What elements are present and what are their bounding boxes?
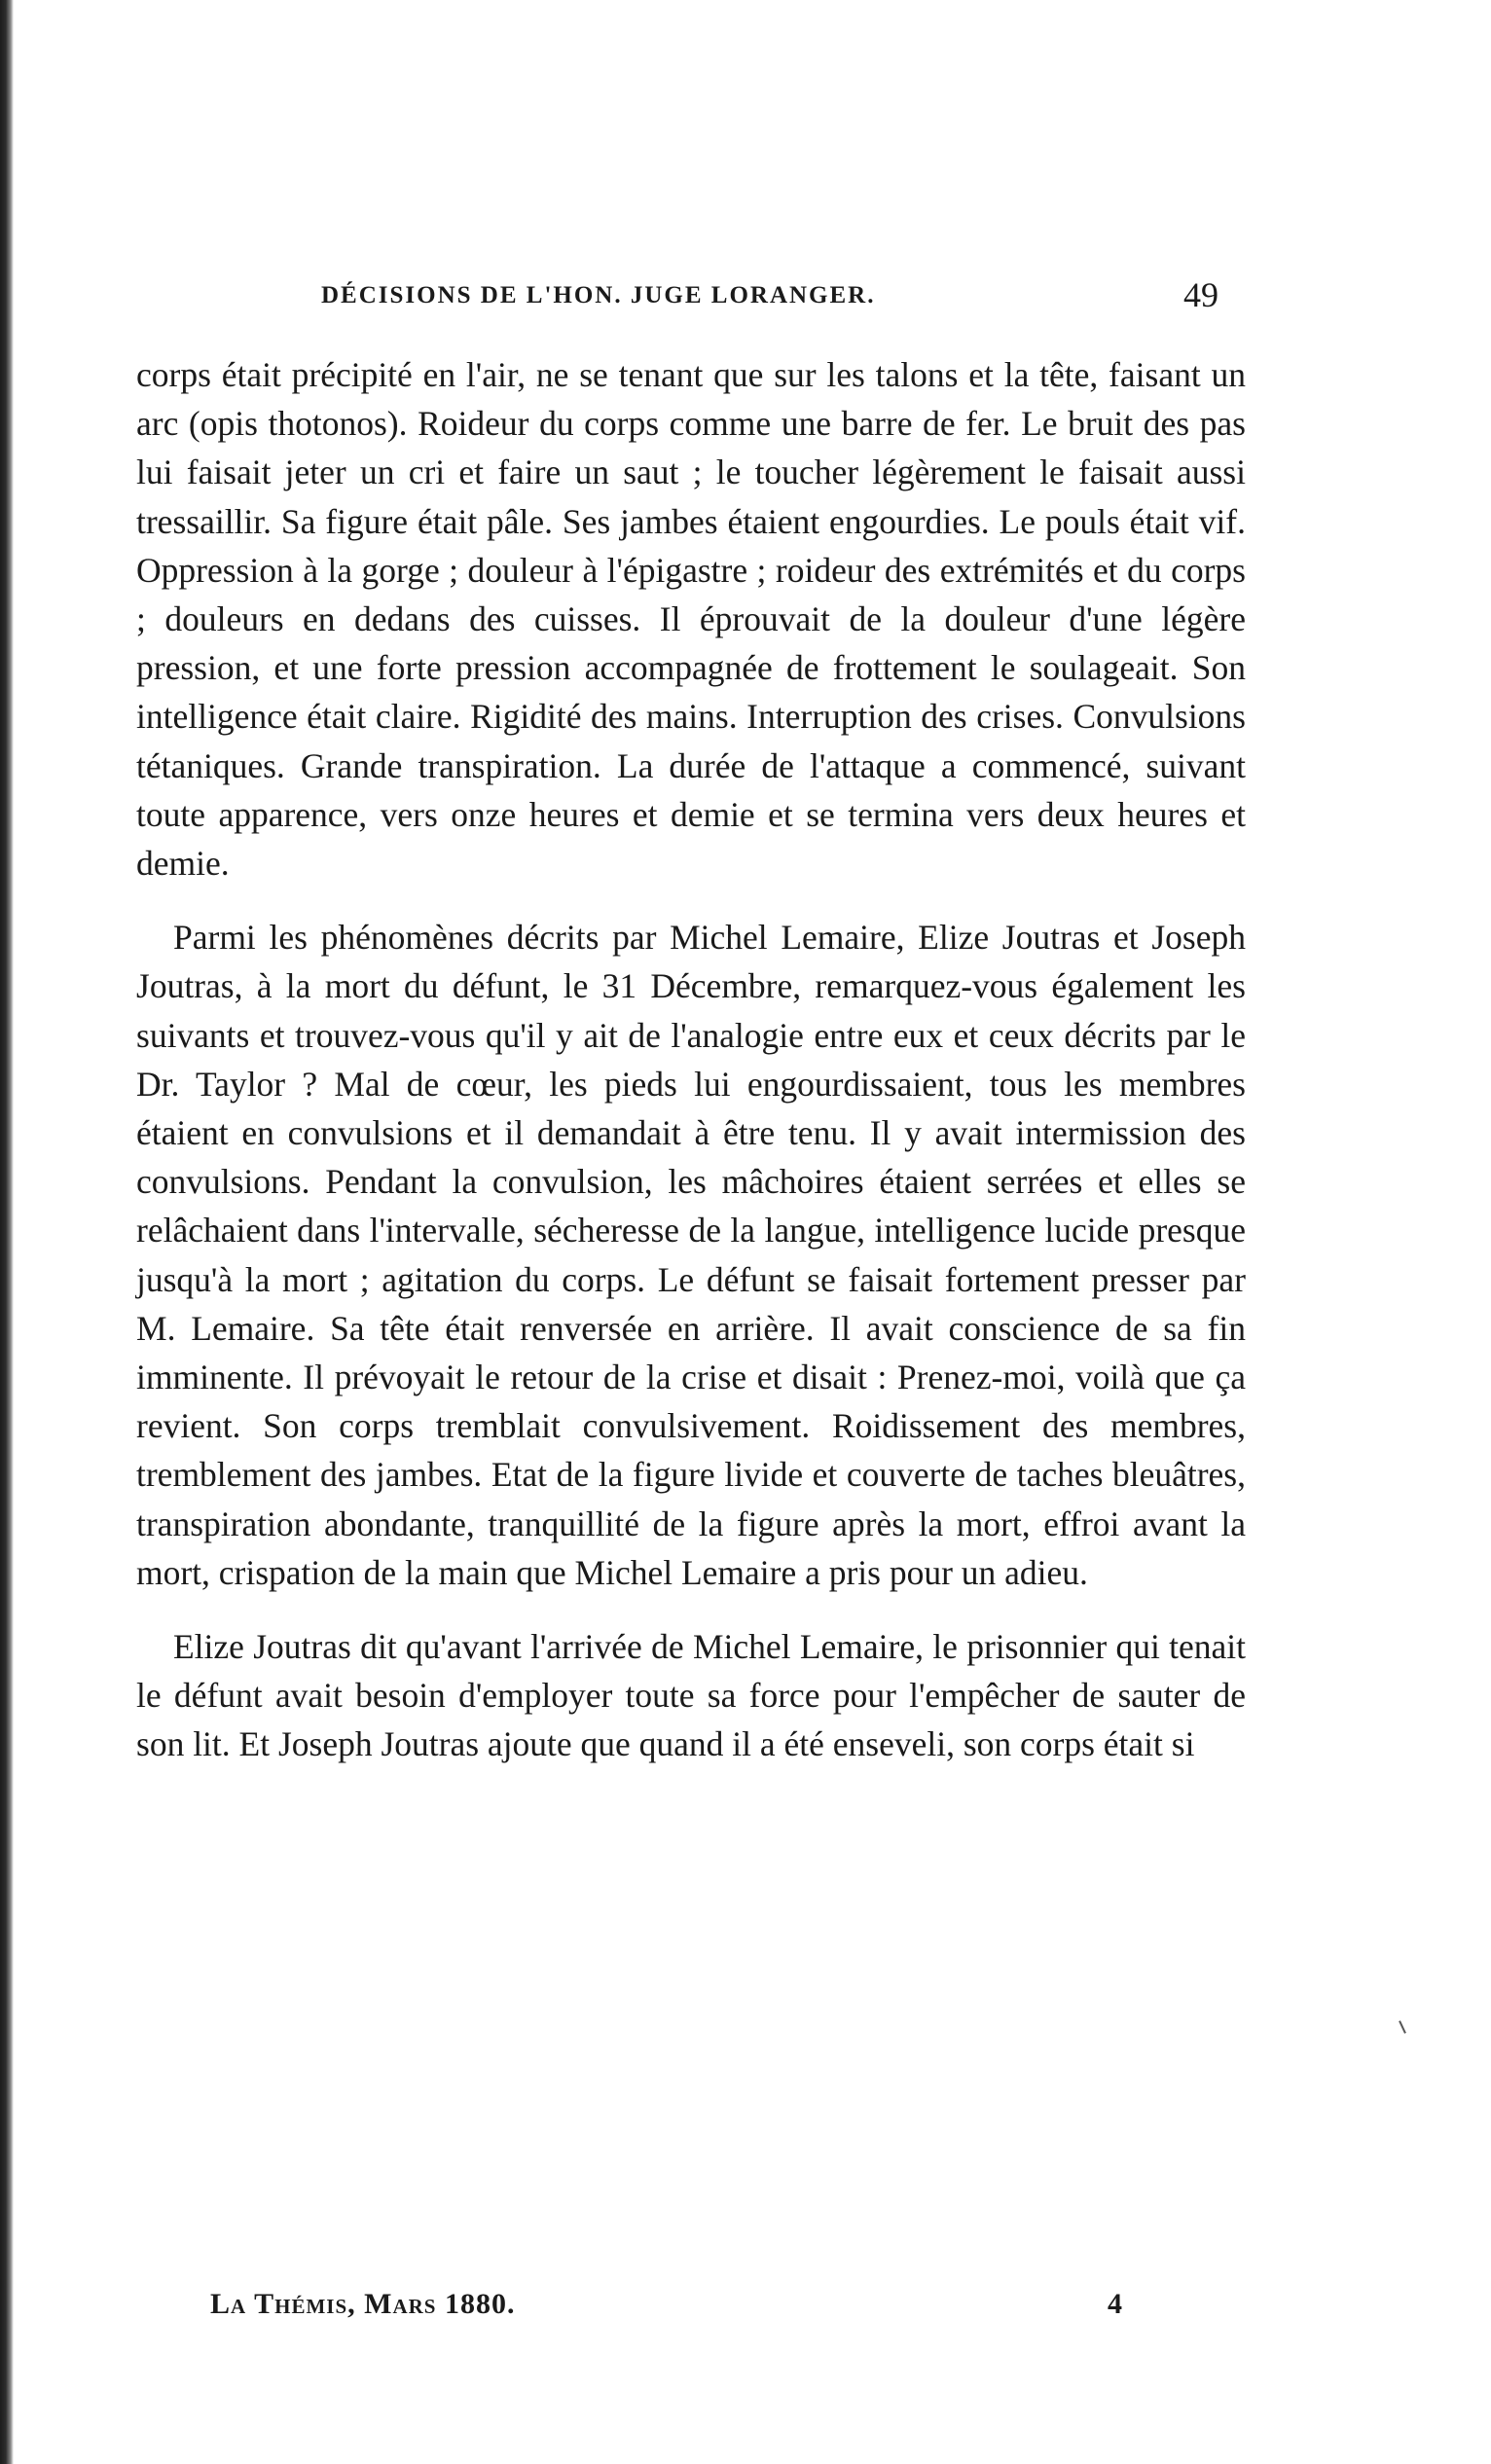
- signature-number: 4: [1108, 2288, 1122, 2320]
- signature-text: La Thémis, Mars 1880.: [210, 2288, 516, 2320]
- paragraph-gap: [136, 1597, 1246, 1622]
- page-number: 49: [1183, 275, 1218, 314]
- running-title: DÉCISIONS DE L'HON. JUGE LORANGER.: [321, 282, 876, 308]
- paragraph-2: Parmi les phénomènes décrits par Michel Lemaire, Elize Joutras et Joseph Joutras, à la mort du défunt, le 31 Décembre, remarquez-vous également les suivants et trouvez-vous qu'il y ait de l'analogie entre eux et ceux décrits par le Dr. Taylor ? Mal de cœur, les pieds lui engourdissaient, tous les membres étaient en convulsions et il demandait à être tenu. Il y avait intermission des convulsions. Pendant la convulsion, les mâchoires étaient serrées et elles se relâchaient dans l'intervalle, sécheresse de la langue, intelligence lucide presque jusqu'à la mort ; agitation du corps. Le défunt se faisait fortement presser par M. Lemaire. Sa tête était renversée en arrière. Il avait conscience de sa fin imminente. Il prévoyait le retour de la crise et disait : Prenez-moi, voilà que ça revient. Son corps tremblait convulsivement. Roidissement des membres, tremblement des jambes. Etat de la figure livide et couverte de taches bleuâtres, transpiration abondante, tranquillité de la figure après la mort, effroi avant la mort, crispation de la main que Michel Lemaire a pris pour un adieu.: [136, 918, 1246, 1592]
- stray-ink-mark: [1399, 2020, 1406, 2034]
- paragraph-3: Elize Joutras dit qu'avant l'arrivée de Michel Lemaire, le prisonnier qui tenait le défunt avait besoin d'employer toute sa force pour l'empêcher de sauter de son lit. Et Joseph Joutras ajoute que quand il a été enseveli, son corps était si: [136, 1627, 1246, 1764]
- page-binding-edge: [0, 0, 14, 2464]
- body-text: [136, 350, 1246, 1769]
- book-page: [117, 0, 1246, 2464]
- running-head: [117, 274, 1246, 317]
- paragraph-gap: [136, 888, 1246, 913]
- paragraph-1: corps était précipité en l'air, ne se tenant que sur les talons et la tête, faisant un arc (opis thotonos). Roideur du corps comme une barre de fer. Le bruit des pas lui faisait jeter un cri et faire un saut ; le toucher légèrement le faisait aussi tressaillir. Sa figure était pâle. Ses jambes étaient engourdies. Le pouls était vif. Oppression à la gorge ; douleur à l'épigastre ; roideur des extrémités et du corps ; douleurs en dedans des cuisses. Il éprouvait de la douleur d'une légère pression, et une forte pression accompagnée de frottement le soulageait. Son intelligence était claire. Rigidité des mains. Interruption des crises. Convulsions tétaniques. Grande transpiration. La durée de l'attaque a commencé, suivant toute apparence, vers onze heures et demie et se termina vers deux heures et demie.: [136, 355, 1246, 884]
- signature-line: [117, 2288, 1246, 2331]
